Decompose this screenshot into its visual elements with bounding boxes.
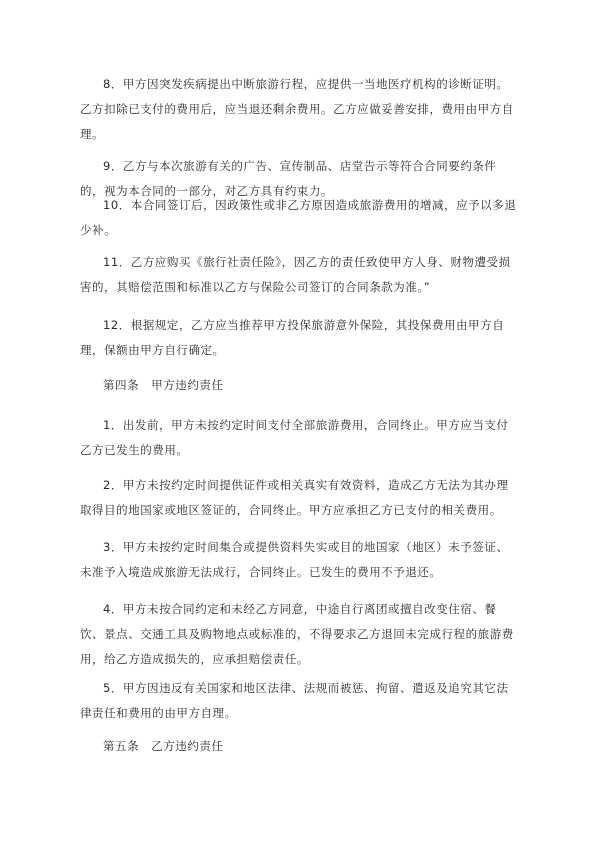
paragraph-party-a-item-2: 2．甲方未按约定时间提供证件或相关真实有效资料，造成乙方无法为其办理取得目的地国家或地区签证的，合同终止。甲方应承担乙方已支付的相关费用。 — [80, 478, 509, 517]
section-heading-article-4: 第四条 甲方违约责任 — [103, 378, 224, 392]
paragraph-clause-10: 10．本合同签订后，因政策性或非乙方原因造成旅游费用的增减，应予以多退少补。 — [80, 198, 517, 237]
paragraph-party-a-item-1: 1．出发前，甲方未按约定时间支付全部旅游费用，合同终止。甲方应当支付乙方已发生的费用。 — [80, 418, 509, 457]
section-heading-article-5: 第五条 乙方违约责任 — [103, 739, 224, 753]
paragraph-clause-11: 11．乙方应购买《旅行社责任险》，因乙方的责任致使甲方人身、财物遭受损害的，其赔偿范围和标准以乙方与保险公司签订的合同条款为准。” — [80, 255, 511, 294]
paragraph-party-a-item-4: 4．甲方未按合同约定和未经乙方同意，中途自行离团或擅自改变住宿、餐饮、景点、交通工具及购物地点或标准的，不得要求乙方退回未完成行程的旅游费用，给乙方造成损失的，应承担赔偿责任。 — [80, 602, 514, 666]
paragraph-clause-9: 9．乙方与本次旅游有关的广告、宣传制品、店堂告示等符合合同要约条件的，视为本合同的一部分，对乙方具有约束力。 — [80, 159, 497, 198]
paragraph-clause-12: 12．根据规定，乙方应当推荐甲方投保旅游意外保险，其投保费用由甲方自理，保额由甲方自行确定。 — [80, 318, 505, 357]
paragraph-party-a-item-3: 3．甲方未按约定时间集合或提供资料失实或目的地国家（地区）未予签证、未准予入境造成旅游无法成行，合同终止。已发生的费用不予退还。 — [80, 540, 509, 579]
paragraph-party-a-item-5: 5．甲方因违反有关国家和地区法律、法规而被惩、拘留、遣返及追究其它法律责任和费用的由甲方自理。 — [80, 681, 509, 720]
paragraph-clause-8: 8．甲方因突发疾病提出中断旅游行程，应提供一当地医疗机构的诊断证明。乙方扣除已支付的费用后，应当退还剩余费用。乙方应做妥善安排，费用由甲方自理。 — [80, 77, 514, 141]
